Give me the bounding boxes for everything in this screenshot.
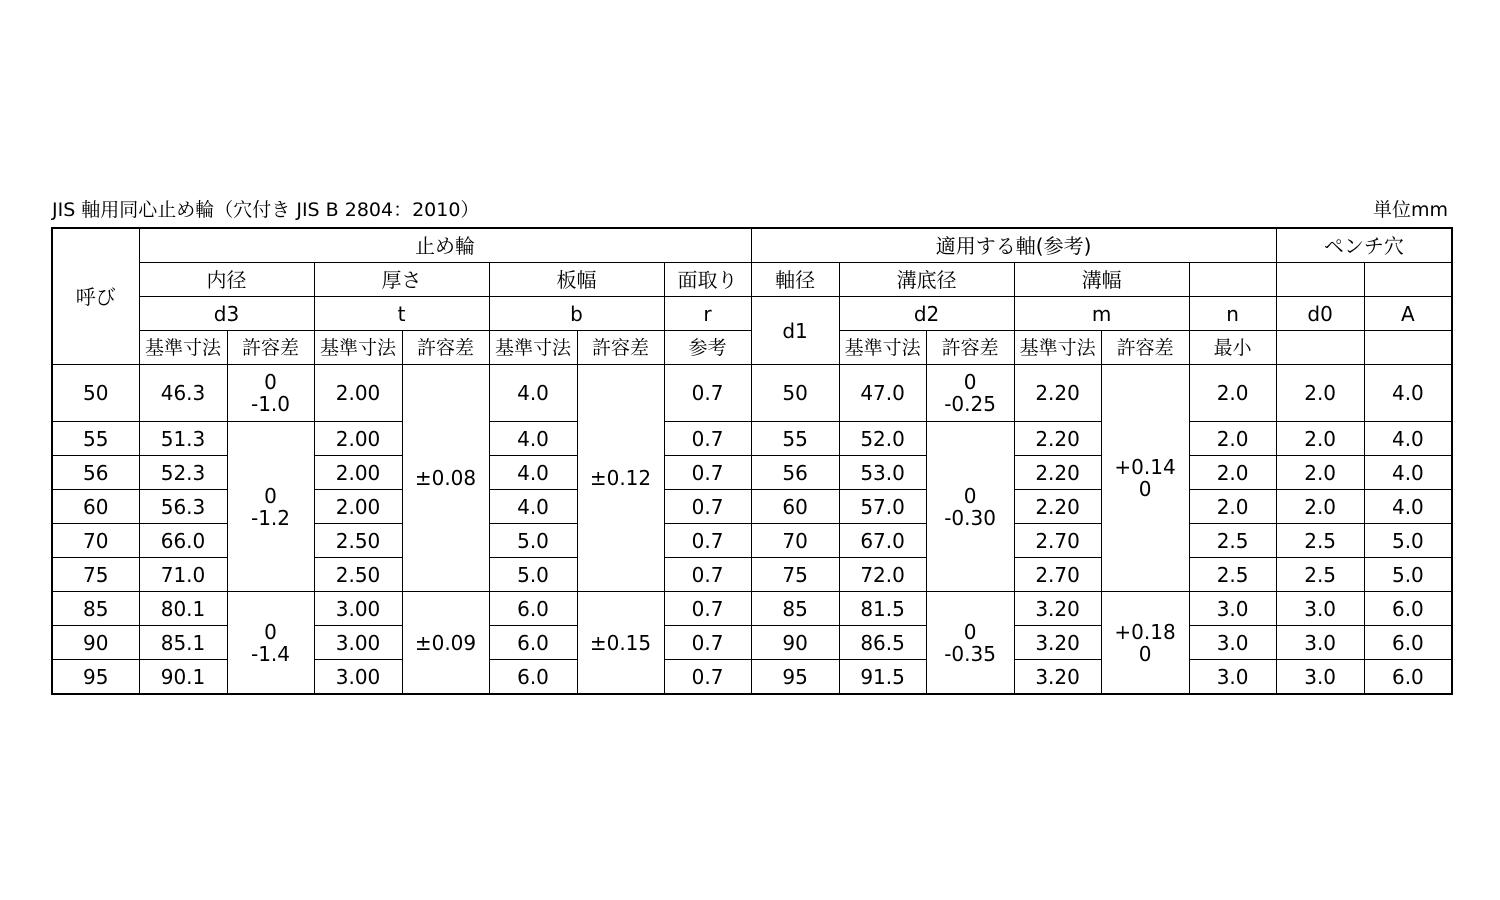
cell-t: 2.50 [314, 558, 402, 592]
cell-yobi: 56 [52, 456, 139, 490]
cell-yobi: 75 [52, 558, 139, 592]
cell-d2: 72.0 [839, 558, 926, 592]
tol-lower: -1.2 [250, 505, 291, 530]
symbol-A: A [1364, 297, 1452, 331]
cell-d1: 60 [751, 490, 839, 524]
cell-r: 0.7 [664, 456, 751, 490]
header-group-shaft: 適用する軸(参考) [751, 228, 1276, 263]
cell-m: 2.20 [1014, 490, 1101, 524]
cell-yobi: 85 [52, 592, 139, 626]
sub-d3-kyoyo: 許容差 [227, 331, 314, 365]
cell-d3-tolerance [227, 365, 314, 422]
sub-r-sanko: 参考 [664, 331, 751, 365]
cell-r: 0.7 [664, 558, 751, 592]
tol-lower: -0.25 [944, 392, 996, 416]
tol-lower: 0 [1138, 641, 1152, 666]
cell-d3: 80.1 [139, 592, 227, 626]
cell-yobi: 95 [52, 660, 139, 695]
cell-d0: 2.5 [1276, 524, 1364, 558]
cell-r: 0.7 [664, 524, 751, 558]
cell-t: 2.50 [314, 524, 402, 558]
sub-b-kyoyo: 許容差 [577, 331, 664, 365]
sub-t-kyoyo: 許容差 [402, 331, 489, 365]
sub-m-kyoyo: 許容差 [1101, 331, 1189, 365]
cell-n: 3.0 [1189, 660, 1276, 695]
cell-yobi: 60 [52, 490, 139, 524]
cell-d1: 95 [751, 660, 839, 695]
cell-b: 4.0 [489, 490, 577, 524]
cell-m: 3.20 [1014, 626, 1101, 660]
cell-d2: 86.5 [839, 626, 926, 660]
cell-r: 0.7 [664, 592, 751, 626]
cell-d2: 81.5 [839, 592, 926, 626]
cell-d0: 3.0 [1276, 626, 1364, 660]
cell-d3: 46.3 [139, 365, 227, 422]
cell-t: 2.00 [314, 456, 402, 490]
sub-d2-kijun: 基準寸法 [839, 331, 926, 365]
tol-upper: 0 [963, 483, 977, 508]
tol-lower: -0.35 [944, 641, 996, 666]
cell-b: 6.0 [489, 626, 577, 660]
cell-d0: 3.0 [1276, 660, 1364, 695]
cell-d3: 71.0 [139, 558, 227, 592]
header-atsusa: 厚さ [314, 263, 489, 297]
cell-d2: 52.0 [839, 422, 926, 456]
sub-m-kijun: 基準寸法 [1014, 331, 1101, 365]
cell-r: 0.7 [664, 422, 751, 456]
header-mentori: 面取り [664, 263, 751, 297]
cell-b: 6.0 [489, 592, 577, 626]
cell-t-tolerance: ±0.09 [402, 592, 489, 695]
header-itahaba: 板幅 [489, 263, 664, 297]
cell-n: 2.0 [1189, 365, 1276, 422]
table-title: JIS 軸用同心止め輪（穴付き JIS B 2804：2010） [52, 199, 480, 221]
header-group-ring: 止め輪 [139, 228, 751, 263]
cell-t: 2.00 [314, 490, 402, 524]
header-group-pliers: ペンチ穴 [1276, 228, 1452, 263]
cell-d0: 2.0 [1276, 422, 1364, 456]
sub-t-kijun: 基準寸法 [314, 331, 402, 365]
unit-label: 単位mm [1372, 199, 1448, 221]
cell-m: 2.70 [1014, 558, 1101, 592]
cell-A: 6.0 [1364, 660, 1452, 695]
cell-n: 2.5 [1189, 558, 1276, 592]
cell-m: 2.70 [1014, 524, 1101, 558]
cell-A: 4.0 [1364, 365, 1452, 422]
cell-m: 2.20 [1014, 456, 1101, 490]
cell-d3-tolerance [227, 592, 314, 695]
sub-n-saisho: 最小 [1189, 331, 1276, 365]
symbol-d3: d3 [139, 297, 314, 331]
cell-d2: 91.5 [839, 660, 926, 695]
cell-t: 2.00 [314, 422, 402, 456]
cell-t: 3.00 [314, 626, 402, 660]
cell-A: 5.0 [1364, 558, 1452, 592]
table-row [52, 592, 1452, 626]
cell-d2: 67.0 [839, 524, 926, 558]
tol-upper: +0.18 [1114, 619, 1176, 644]
cell-d3: 66.0 [139, 524, 227, 558]
cell-r: 0.7 [664, 365, 751, 422]
tol-lower: -1.0 [250, 392, 291, 416]
tol-upper: 0 [963, 619, 977, 644]
header-empty-d0 [1276, 263, 1364, 297]
tol-upper: +0.14 [1114, 455, 1176, 479]
cell-d3: 90.1 [139, 660, 227, 695]
cell-m: 2.20 [1014, 365, 1101, 422]
sub-d2-kyoyo: 許容差 [926, 331, 1014, 365]
cell-m: 3.20 [1014, 592, 1101, 626]
cell-yobi: 70 [52, 524, 139, 558]
cell-b-tolerance: ±0.12 [577, 365, 664, 592]
symbol-d1: d1 [751, 297, 839, 365]
sub-empty-A [1364, 331, 1452, 365]
sub-d3-kijun: 基準寸法 [139, 331, 227, 365]
cell-d2-tolerance [926, 422, 1014, 592]
cell-b: 4.0 [489, 456, 577, 490]
tol-upper: 0 [264, 483, 277, 508]
cell-m: 3.20 [1014, 660, 1101, 695]
cell-b: 5.0 [489, 524, 577, 558]
cell-b-tolerance: ±0.15 [577, 592, 664, 695]
header-jikukei: 軸径 [751, 263, 839, 297]
cell-d2: 53.0 [839, 456, 926, 490]
table-row [52, 422, 1452, 456]
cell-t-tolerance: ±0.08 [402, 365, 489, 592]
cell-n: 2.0 [1189, 456, 1276, 490]
header-mizosokokei: 溝底径 [839, 263, 1014, 297]
symbol-b: b [489, 297, 664, 331]
symbol-m: m [1014, 297, 1189, 331]
cell-n: 2.0 [1189, 422, 1276, 456]
cell-d3: 56.3 [139, 490, 227, 524]
cell-A: 4.0 [1364, 422, 1452, 456]
cell-d0: 2.0 [1276, 490, 1364, 524]
tol-lower: 0 [1138, 477, 1152, 501]
cell-d3: 51.3 [139, 422, 227, 456]
cell-d3-tolerance [227, 422, 314, 592]
cell-m-tolerance [1101, 365, 1189, 592]
cell-r: 0.7 [664, 490, 751, 524]
cell-d1: 50 [751, 365, 839, 422]
tol-upper: 0 [963, 370, 977, 394]
cell-r: 0.7 [664, 660, 751, 695]
cell-d1: 56 [751, 456, 839, 490]
cell-r: 0.7 [664, 626, 751, 660]
cell-d2-tolerance [926, 592, 1014, 695]
cell-t: 2.00 [314, 365, 402, 422]
cell-d3: 85.1 [139, 626, 227, 660]
retaining-ring-spec-table [51, 227, 1453, 695]
cell-d0: 3.0 [1276, 592, 1364, 626]
cell-d0: 2.0 [1276, 456, 1364, 490]
sub-empty-d0 [1276, 331, 1364, 365]
cell-A: 6.0 [1364, 626, 1452, 660]
cell-b: 4.0 [489, 365, 577, 422]
tol-upper: 0 [264, 370, 277, 394]
cell-n: 3.0 [1189, 626, 1276, 660]
cell-A: 4.0 [1364, 456, 1452, 490]
cell-d1: 90 [751, 626, 839, 660]
cell-d1: 75 [751, 558, 839, 592]
cell-yobi: 90 [52, 626, 139, 660]
sub-b-kijun: 基準寸法 [489, 331, 577, 365]
cell-A: 5.0 [1364, 524, 1452, 558]
tol-lower: -0.30 [944, 505, 996, 530]
tol-upper: 0 [264, 619, 277, 644]
cell-b: 5.0 [489, 558, 577, 592]
cell-b: 6.0 [489, 660, 577, 695]
cell-d0: 2.0 [1276, 365, 1364, 422]
header-mizohaba: 溝幅 [1014, 263, 1189, 297]
cell-d0: 2.5 [1276, 558, 1364, 592]
symbol-r: r [664, 297, 751, 331]
cell-d1: 85 [751, 592, 839, 626]
cell-d2-tolerance [926, 365, 1014, 422]
symbol-d2: d2 [839, 297, 1014, 331]
cell-t: 3.00 [314, 660, 402, 695]
header-empty-n [1189, 263, 1276, 297]
cell-t: 3.00 [314, 592, 402, 626]
cell-d3: 52.3 [139, 456, 227, 490]
symbol-n: n [1189, 297, 1276, 331]
header-naikei: 内径 [139, 263, 314, 297]
cell-yobi: 55 [52, 422, 139, 456]
cell-m-tolerance [1101, 592, 1189, 695]
cell-A: 6.0 [1364, 592, 1452, 626]
cell-A: 4.0 [1364, 490, 1452, 524]
cell-d1: 70 [751, 524, 839, 558]
symbol-d0: d0 [1276, 297, 1364, 331]
header-yobi: 呼び [52, 228, 139, 365]
cell-d2: 47.0 [839, 365, 926, 422]
table-row [52, 365, 1452, 422]
symbol-t: t [314, 297, 489, 331]
header-empty-A [1364, 263, 1452, 297]
cell-yobi: 50 [52, 365, 139, 422]
cell-d1: 55 [751, 422, 839, 456]
cell-m: 2.20 [1014, 422, 1101, 456]
tol-lower: -1.4 [250, 641, 291, 666]
cell-n: 3.0 [1189, 592, 1276, 626]
cell-b: 4.0 [489, 422, 577, 456]
cell-d2: 57.0 [839, 490, 926, 524]
cell-n: 2.5 [1189, 524, 1276, 558]
cell-n: 2.0 [1189, 490, 1276, 524]
